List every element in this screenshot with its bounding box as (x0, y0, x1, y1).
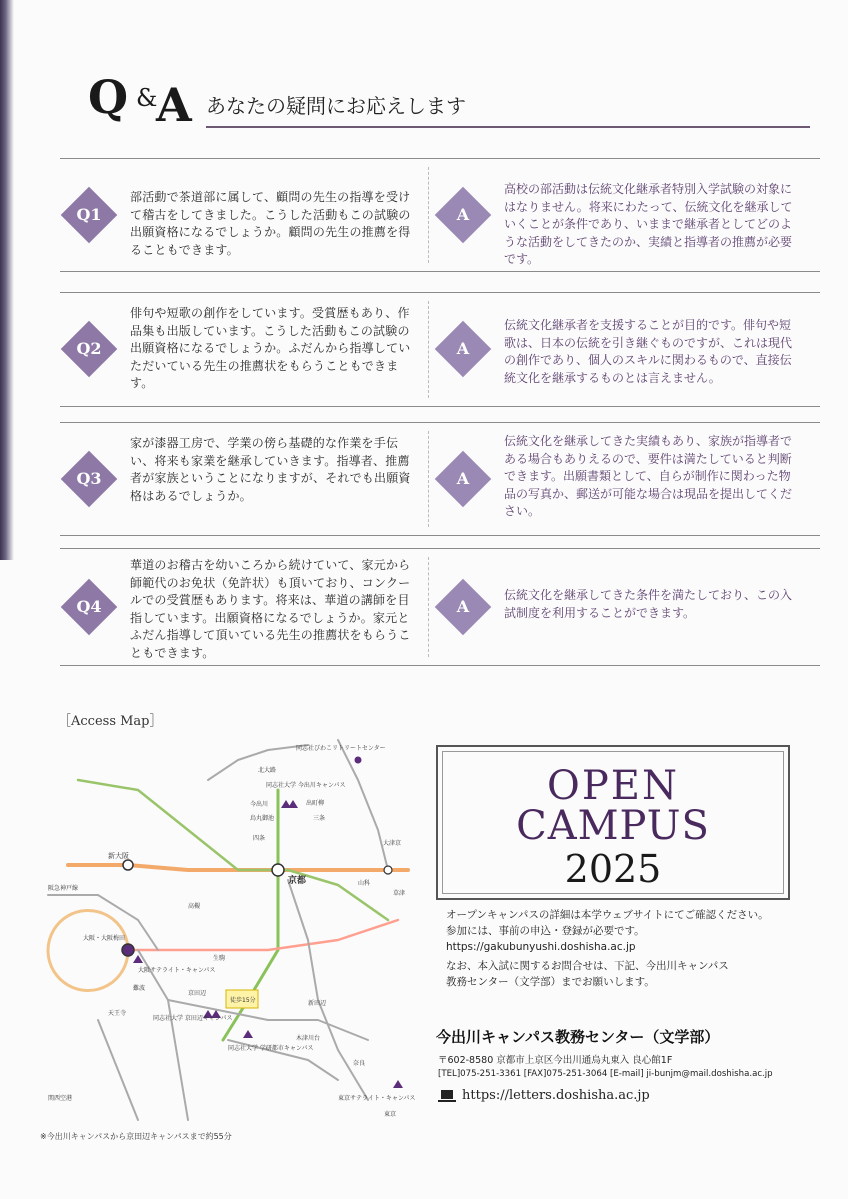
row-divider (428, 557, 429, 657)
label-kyotanabe-station: 京田辺 (188, 990, 207, 997)
label-biwako: 同志社びわこリトリートセンター (296, 745, 386, 752)
label-osaka-satellite: 大阪サテライト・キャンパス (138, 967, 216, 974)
label-ikoma: 生駒 (213, 955, 226, 962)
label-tokyo-station: 東京 (384, 1111, 397, 1118)
label-hankyu-kobe: 阪急神戸線 (48, 885, 79, 892)
website-link[interactable] (438, 1088, 650, 1103)
label-shintanabe: 新田辺 (308, 1000, 327, 1007)
answer-text: 伝統文化継承者を支援することが目的です。俳句や短歌は、日本の伝統を引き継ぐものですが、これは現代の創作であり、個人のスキルに関わるもので、直接伝統文化を継承するものとは言えません。 (504, 318, 793, 385)
biwako-center-marker (355, 757, 362, 764)
qa-a-letter: A (156, 78, 192, 132)
label-imadegawa-station: 今出川 (250, 801, 269, 808)
page-edge-shadow (0, 0, 14, 560)
question-text: 部活動で茶道部に属して、顧問の先生の指導を受けて稽古をしてきました。こうした活動もこの試験の出願資格になるでしょうか。顧問の先生の推薦を得ることもできます。 (130, 190, 411, 257)
q-label: Q3 (76, 469, 102, 488)
office-contact: [TEL]075-251-3361 [FAX]075-251-3064 [E-mail] ji-bunjm@mail.doshisha.ac.jp (438, 1069, 773, 1079)
shinosaka-station (123, 860, 133, 870)
jr-kosei-line (338, 740, 388, 870)
label-kusatsu: 草津 (393, 890, 406, 897)
label-kansai-airport: 関西空港 (48, 1095, 73, 1102)
qa-q-letter: Q (88, 70, 127, 124)
open-campus-year: 2025 (564, 847, 662, 891)
q-label: Q2 (76, 339, 102, 358)
midosuji-line (138, 950, 188, 1120)
label-nara: 奈良 (353, 1060, 366, 1067)
imadegawa-campus-marker-2 (288, 800, 298, 808)
label-shijo: 四条 (253, 835, 266, 842)
website-url[interactable]: https://letters.doshisha.ac.jp (462, 1088, 650, 1103)
info-url[interactable]: https://gakubunyushi.doshisha.ac.jp (446, 941, 636, 953)
a-label: A (456, 205, 470, 224)
access-map (38, 720, 428, 1140)
nankai-line (98, 1020, 138, 1120)
label-takatsuki: 高槻 (188, 903, 201, 910)
row-divider (428, 431, 429, 527)
label-namba: 難波 (133, 985, 146, 992)
qa-ampersand: & (136, 84, 158, 112)
osaka-station (122, 944, 134, 956)
label-kyotanabe-campus: 同志社大学 京田辺キャンパス (153, 1015, 233, 1022)
a-label: A (456, 339, 470, 358)
open-campus-info (446, 907, 796, 955)
a-label: A (456, 597, 470, 616)
qa-subtitle: あなたの疑問にお応えします (206, 94, 466, 118)
label-kyoto: 京都 (288, 876, 307, 886)
q-label: Q1 (76, 205, 102, 224)
qa-row-3 (60, 422, 820, 536)
question-text: 家が漆器工房で、学業の傍ら基礎的な作業を手伝い、将来も家業を継承していきます。指導者、推薦者が家族ということになりますが、それでも出願資格はあるでしょうか。 (130, 436, 411, 503)
info-line-2: 参加には、事前の申込・登録が必要です。 (446, 925, 645, 937)
label-tokyo-satellite: 東京サテライト・キャンパス (338, 1095, 416, 1102)
kyoto-station (272, 864, 284, 876)
walk-label: 徒歩15分 (230, 997, 256, 1004)
label-kizu: 木津川台 (296, 1035, 321, 1042)
jr-tokaido-line (128, 920, 398, 950)
qa-row-2 (60, 292, 820, 407)
access-map-title: ［Access Map］ (58, 714, 163, 729)
label-karasuma: 烏丸御池 (250, 815, 275, 822)
label-otsu: 大津京 (383, 840, 402, 847)
header-rule (206, 126, 810, 128)
info-line-1: オープンキャンパスの詳細は本学ウェブサイトにてご確認ください。 (446, 909, 769, 921)
question-text: 俳句や短歌の創作をしています。受賞歴もあり、作品集も出版しています。こうした活動もこの試験の出願資格になるでしょうか。ふだんから指導していただいている先生の推薦状をもらうこともできます。 (130, 306, 411, 390)
open-campus-title-line2: CAMPUS (516, 803, 710, 849)
label-shinosaka: 新大阪 (108, 852, 129, 860)
row-divider (428, 167, 429, 263)
qa-row-4 (60, 548, 820, 666)
question-text: 華道のお稽古を幼いころから続けていて、家元から師範代のお免状（免許状）も頂いており、コンクールでの受賞歴もあります。将来は、華道の講師を目指しています。出願資格になるでしょうか。家元とふだん指導して頂いている先生の推薦状をもらうこともできます。 (130, 558, 411, 660)
label-imadegawa-campus: 同志社大学 今出川キャンパス (266, 782, 346, 789)
answer-text: 伝統文化を継承してきた実績もあり、家族が指導者である場合もありえるので、要件は満たしていると判断できます。出願書類として、自らが制作に関わった物品の写真か、郵送が可能な場合は現品を提出してください。 (504, 434, 793, 518)
kintetsu-kyoto-line (288, 880, 371, 1100)
label-osaka-umeda: 大阪・大阪梅田 (83, 935, 126, 942)
office-name: 今出川キャンパス教務センター（文学部） (436, 1028, 720, 1046)
qa-header (88, 70, 820, 130)
hankyu-arashiyama-line (208, 745, 308, 780)
laptop-icon (438, 1089, 456, 1103)
label-demachi: 出町柳 (306, 800, 325, 807)
label-tennoji: 天王寺 (108, 1010, 127, 1017)
label-kitaoji: 北大路 (258, 767, 277, 774)
qa-row-1 (60, 158, 820, 272)
gakken-campus-marker (243, 1030, 253, 1038)
jr-sagano-line (78, 780, 388, 920)
access-map-note: ※今出川キャンパスから京田辺キャンパスまで約55分 (40, 1132, 232, 1141)
open-campus-box (436, 745, 790, 900)
tokyo-satellite-marker (393, 1080, 403, 1088)
open-campus-title-line1: OPEN (547, 763, 679, 809)
q-label: Q4 (76, 597, 102, 616)
label-yamashina: 山科 (358, 880, 371, 887)
label-gakken-campus: 同志社大学 学研都市キャンパス (228, 1045, 314, 1052)
yamashina-station (384, 866, 392, 874)
a-label: A (456, 469, 470, 488)
row-divider (428, 301, 429, 398)
inquiry-info (446, 958, 796, 990)
office-address: 〒602-8580 京都市上京区今出川通烏丸東入 良心館1F (438, 1055, 673, 1066)
inquiry-line-2: 教務センター（文学部）までお願いします。 (446, 976, 655, 988)
osaka-loop-line (48, 911, 128, 991)
label-sanjo: 三条 (313, 815, 326, 822)
answer-text: 伝統文化を継承してきた条件を満たしており、この入試制度を利用することができます。 (504, 588, 793, 620)
answer-text: 高校の部活動は伝統文化継承者特別入学試験の対象にはなりません。将来にわたって、伝統文化を継承していくことが条件であり、いままで継承者としてどのような活動をしてきたのか、実績と指導者の推薦が必要です。 (504, 182, 793, 266)
inquiry-line-1: なお、本入試に関するお問合せは、下記、今出川キャンパス (446, 960, 729, 972)
